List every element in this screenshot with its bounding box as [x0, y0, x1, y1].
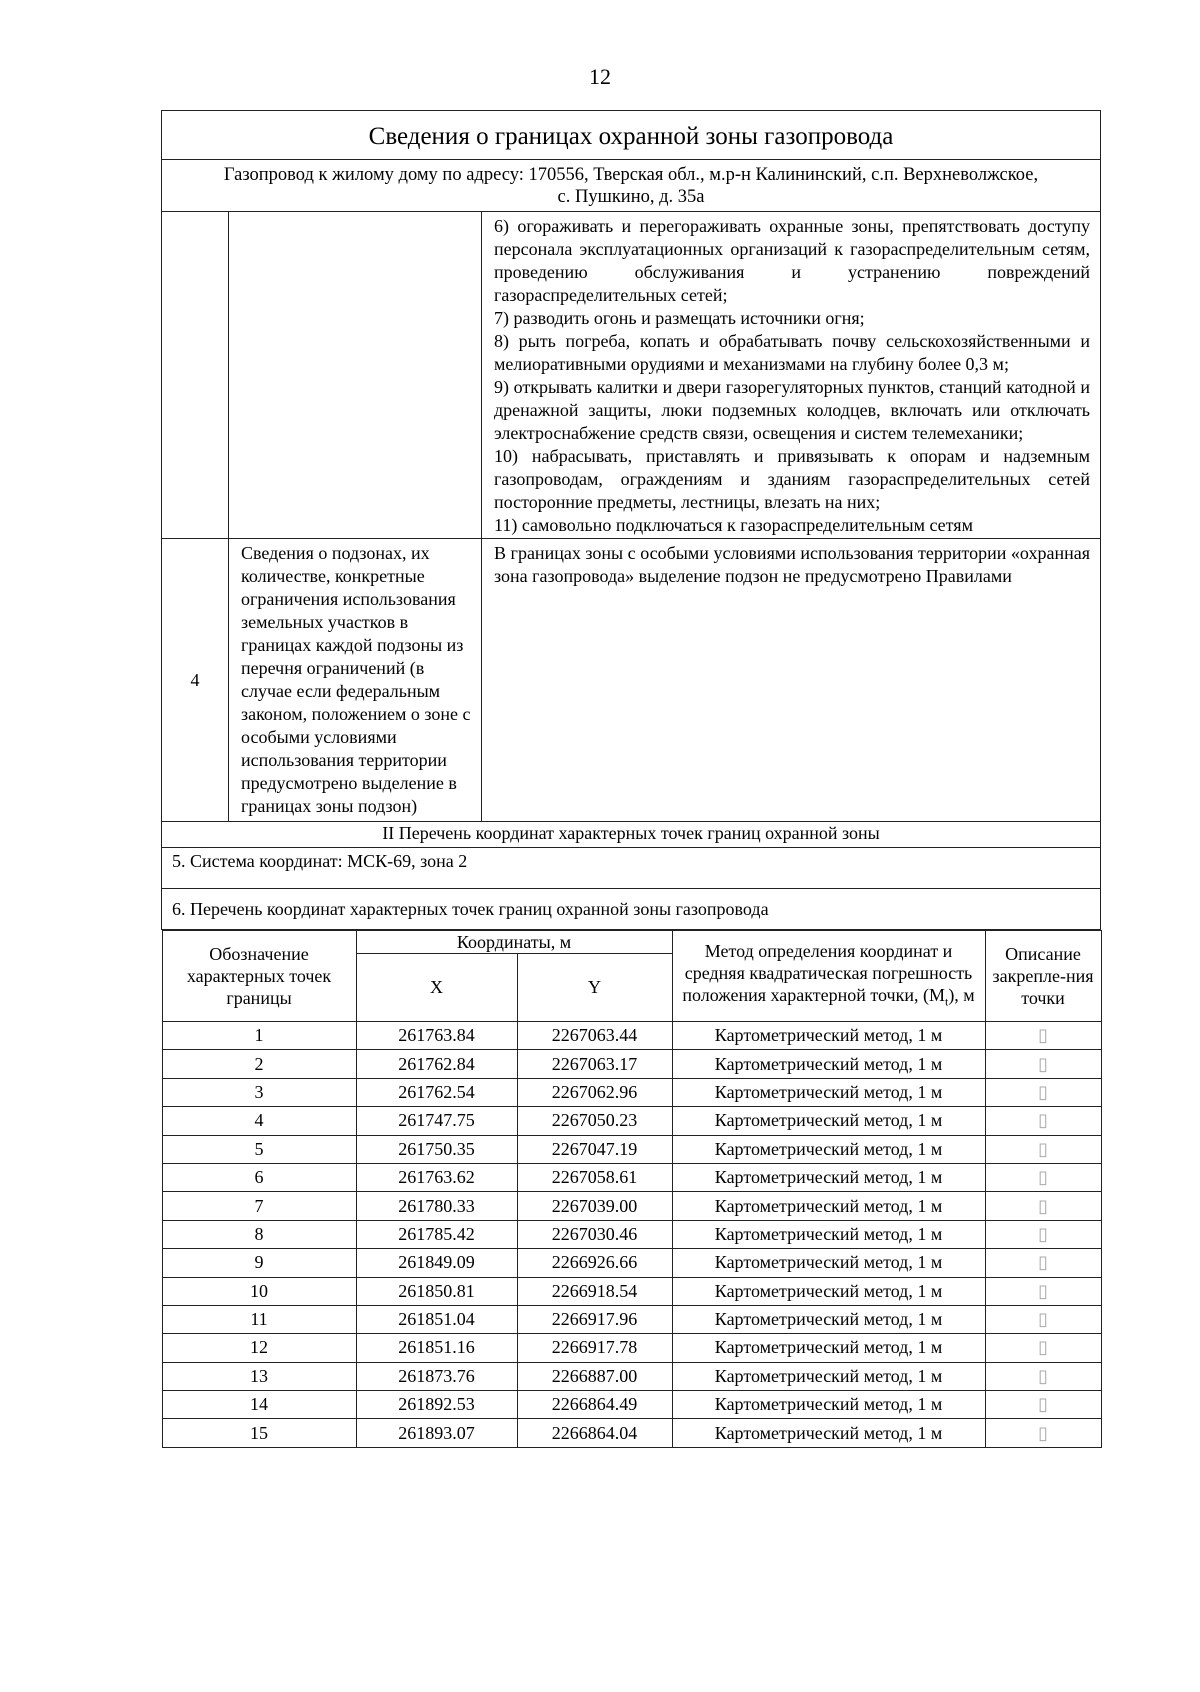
zone-info-table [161, 110, 1101, 1448]
coordinates-table [162, 930, 1102, 1448]
header-y: Y [517, 954, 672, 1022]
coord-x: 261762.54 [356, 1078, 517, 1106]
point-id: 4 [162, 1107, 356, 1135]
method: Картометрический метод, 1 м [672, 1078, 985, 1106]
subtitle-line-1: Газопровод к жилому дому по адресу: 170556, Тверская обл., м.р-н Калининский, с.п. Верхневолжское, [223, 165, 1039, 185]
method: Картометрический метод, 1 м [672, 1277, 985, 1305]
coord-y: 2267047.19 [517, 1135, 672, 1163]
table-row [162, 1050, 1101, 1078]
coord-x: 261747.75 [356, 1107, 517, 1135]
table-row [162, 1107, 1101, 1135]
point-id: 1 [162, 1022, 356, 1050]
restriction-item: 6) огораживать и перегораживать охранные зоны, препятствовать доступу персонала эксплуатационных организаций к газораспределительным сетям, проведению обслуживания и устранению повреждений газораспределительных сетей; [494, 216, 1090, 305]
coord-list-title-row [162, 889, 1101, 930]
point-id: 6 [162, 1163, 356, 1191]
description-mark: ▯ [985, 1078, 1101, 1106]
coord-y: 2267030.46 [517, 1220, 672, 1248]
subtitle-row [162, 160, 1101, 212]
restrictions-row [162, 212, 1101, 539]
coord-x: 261762.84 [356, 1050, 517, 1078]
point-id: 13 [162, 1362, 356, 1390]
method: Картометрический метод, 1 м [672, 1391, 985, 1419]
method: Картометрический метод, 1 м [672, 1334, 985, 1362]
header-x: X [356, 954, 517, 1022]
method: Картометрический метод, 1 м [672, 1419, 985, 1447]
coord-y: 2267063.44 [517, 1022, 672, 1050]
coord-x: 261893.07 [356, 1419, 517, 1447]
coord-system: 5. Система координат: МСК-69, зона 2 [162, 848, 1101, 889]
point-id: 7 [162, 1192, 356, 1220]
section-heading: II Перечень координат характерных точек границ охранной зоны [162, 822, 1101, 848]
document-subtitle [162, 160, 1101, 212]
method: Картометрический метод, 1 м [672, 1305, 985, 1333]
coord-x: 261763.62 [356, 1163, 517, 1191]
page-number: 12 [589, 64, 611, 89]
coord-list-title: 6. Перечень координат характерных точек границ охранной зоны газопровода [162, 889, 1101, 930]
title-row [162, 111, 1101, 160]
coord-x: 261763.84 [356, 1022, 517, 1050]
header-point: Обозначение характерных точек границы [162, 931, 356, 1022]
coord-x: 261750.35 [356, 1135, 517, 1163]
method: Картометрический метод, 1 м [672, 1163, 985, 1191]
subzones-value: В границах зоны с особыми условиями использования территории «охранная зона газопровода» выделение подзон не предусмотрено Правилами [482, 539, 1101, 822]
subzones-row [162, 539, 1101, 822]
table-row [162, 1391, 1101, 1419]
restriction-item: 8) рыть погреба, копать и обрабатывать почву сельскохозяйственными и мелиоративными орудиями и механизмами на глубину более 0,3 м; [494, 331, 1090, 374]
table-row [162, 1277, 1101, 1305]
table-row [162, 1220, 1101, 1248]
point-id: 9 [162, 1249, 356, 1277]
table-row [162, 1022, 1101, 1050]
description-mark: ▯ [985, 1305, 1101, 1333]
table-row [162, 1078, 1101, 1106]
table-row [162, 1334, 1101, 1362]
header-description: Описание закрепле-ния точки [985, 931, 1101, 1022]
coord-x: 261780.33 [356, 1192, 517, 1220]
method: Картометрический метод, 1 м [672, 1107, 985, 1135]
description-mark: ▯ [985, 1362, 1101, 1390]
coord-y: 2266918.54 [517, 1277, 672, 1305]
header-method: Метод определения координат и средняя квадратическая погрешность положения характерной точки, $(M_t)$, м [672, 931, 985, 1022]
point-id: 12 [162, 1334, 356, 1362]
empty-label-cell [229, 212, 482, 539]
table-row [162, 1419, 1101, 1447]
subtitle-line-2: с. Пушкино, д. 35а [557, 187, 705, 207]
description-mark: ▯ [985, 1419, 1101, 1447]
description-mark: ▯ [985, 1022, 1101, 1050]
description-mark: ▯ [985, 1163, 1101, 1191]
empty-number-cell [162, 212, 229, 539]
restriction-item: 9) открывать калитки и двери газорегуляторных пунктов, станций катодной и дренажной защиты, люки подземных колодцев, включать или отключать электроснабжение средств связи, освещения и систем телемеханики; [494, 377, 1090, 443]
header-row [162, 931, 1101, 954]
coord-x: 261785.42 [356, 1220, 517, 1248]
coord-y: 2267050.23 [517, 1107, 672, 1135]
coord-y: 2266864.49 [517, 1391, 672, 1419]
method: Картометрический метод, 1 м [672, 1050, 985, 1078]
coord-x: 261850.81 [356, 1277, 517, 1305]
table-row [162, 1192, 1101, 1220]
point-id: 10 [162, 1277, 356, 1305]
description-mark: ▯ [985, 1249, 1101, 1277]
point-id: 2 [162, 1050, 356, 1078]
point-id: 11 [162, 1305, 356, 1333]
subzones-label: Сведения о подзонах, их количестве, конкретные ограничения использования земельных участков в границах каждой подзоны из перечня ограничений (в случае если федеральным законом, положением о зоне с особыми условиями использования территории предусмотрено выделение в границах зоны подзон) [229, 539, 482, 822]
coord-y: 2267039.00 [517, 1192, 672, 1220]
coords-row [162, 930, 1101, 1448]
coord-y: 2266917.96 [517, 1305, 672, 1333]
restriction-item: 10) набрасывать, приставлять и привязывать к опорам и надземным газопроводам, ограждениям и зданиям газораспределительных сетей посторонние предметы, лестницы, влезать на них; [494, 446, 1090, 512]
point-id: 8 [162, 1220, 356, 1248]
point-id: 15 [162, 1419, 356, 1447]
coord-y: 2266864.04 [517, 1419, 672, 1447]
method: Картометрический метод, 1 м [672, 1249, 985, 1277]
document-title: Сведения о границах охранной зоны газопровода [162, 111, 1101, 160]
restriction-item: 7) разводить огонь и размещать источники огня; [494, 308, 865, 328]
point-id: 5 [162, 1135, 356, 1163]
description-mark: ▯ [985, 1334, 1101, 1362]
coord-x: 261851.16 [356, 1334, 517, 1362]
restrictions-list [482, 212, 1101, 539]
description-mark: ▯ [985, 1050, 1101, 1078]
coord-x: 261851.04 [356, 1305, 517, 1333]
table-row [162, 1362, 1101, 1390]
coord-y: 2267058.61 [517, 1163, 672, 1191]
method: Картометрический метод, 1 м [672, 1135, 985, 1163]
coord-y: 2267062.96 [517, 1078, 672, 1106]
table-row [162, 1249, 1101, 1277]
point-id: 3 [162, 1078, 356, 1106]
description-mark: ▯ [985, 1135, 1101, 1163]
description-mark: ▯ [985, 1220, 1101, 1248]
coord-y: 2266917.78 [517, 1334, 672, 1362]
method: Картометрический метод, 1 м [672, 1220, 985, 1248]
coord-x: 261892.53 [356, 1391, 517, 1419]
method: Картометрический метод, 1 м [672, 1022, 985, 1050]
description-mark: ▯ [985, 1107, 1101, 1135]
coord-x: 261849.09 [356, 1249, 517, 1277]
restriction-item: 11) самовольно подключаться к газораспределительным сетям [494, 515, 973, 535]
coord-y: 2266887.00 [517, 1362, 672, 1390]
coord-x: 261873.76 [356, 1362, 517, 1390]
table-row [162, 1135, 1101, 1163]
coord-y: 2267063.17 [517, 1050, 672, 1078]
method: Картометрический метод, 1 м [672, 1192, 985, 1220]
table-row [162, 1305, 1101, 1333]
description-mark: ▯ [985, 1192, 1101, 1220]
description-mark: ▯ [985, 1391, 1101, 1419]
table-row [162, 1163, 1101, 1191]
method: Картометрический метод, 1 м [672, 1362, 985, 1390]
coord-system-row [162, 848, 1101, 889]
row-number: 4 [162, 539, 229, 822]
point-id: 14 [162, 1391, 356, 1419]
section-row [162, 822, 1101, 848]
header-coords: Координаты, м [356, 931, 672, 954]
description-mark: ▯ [985, 1277, 1101, 1305]
coord-y: 2266926.66 [517, 1249, 672, 1277]
